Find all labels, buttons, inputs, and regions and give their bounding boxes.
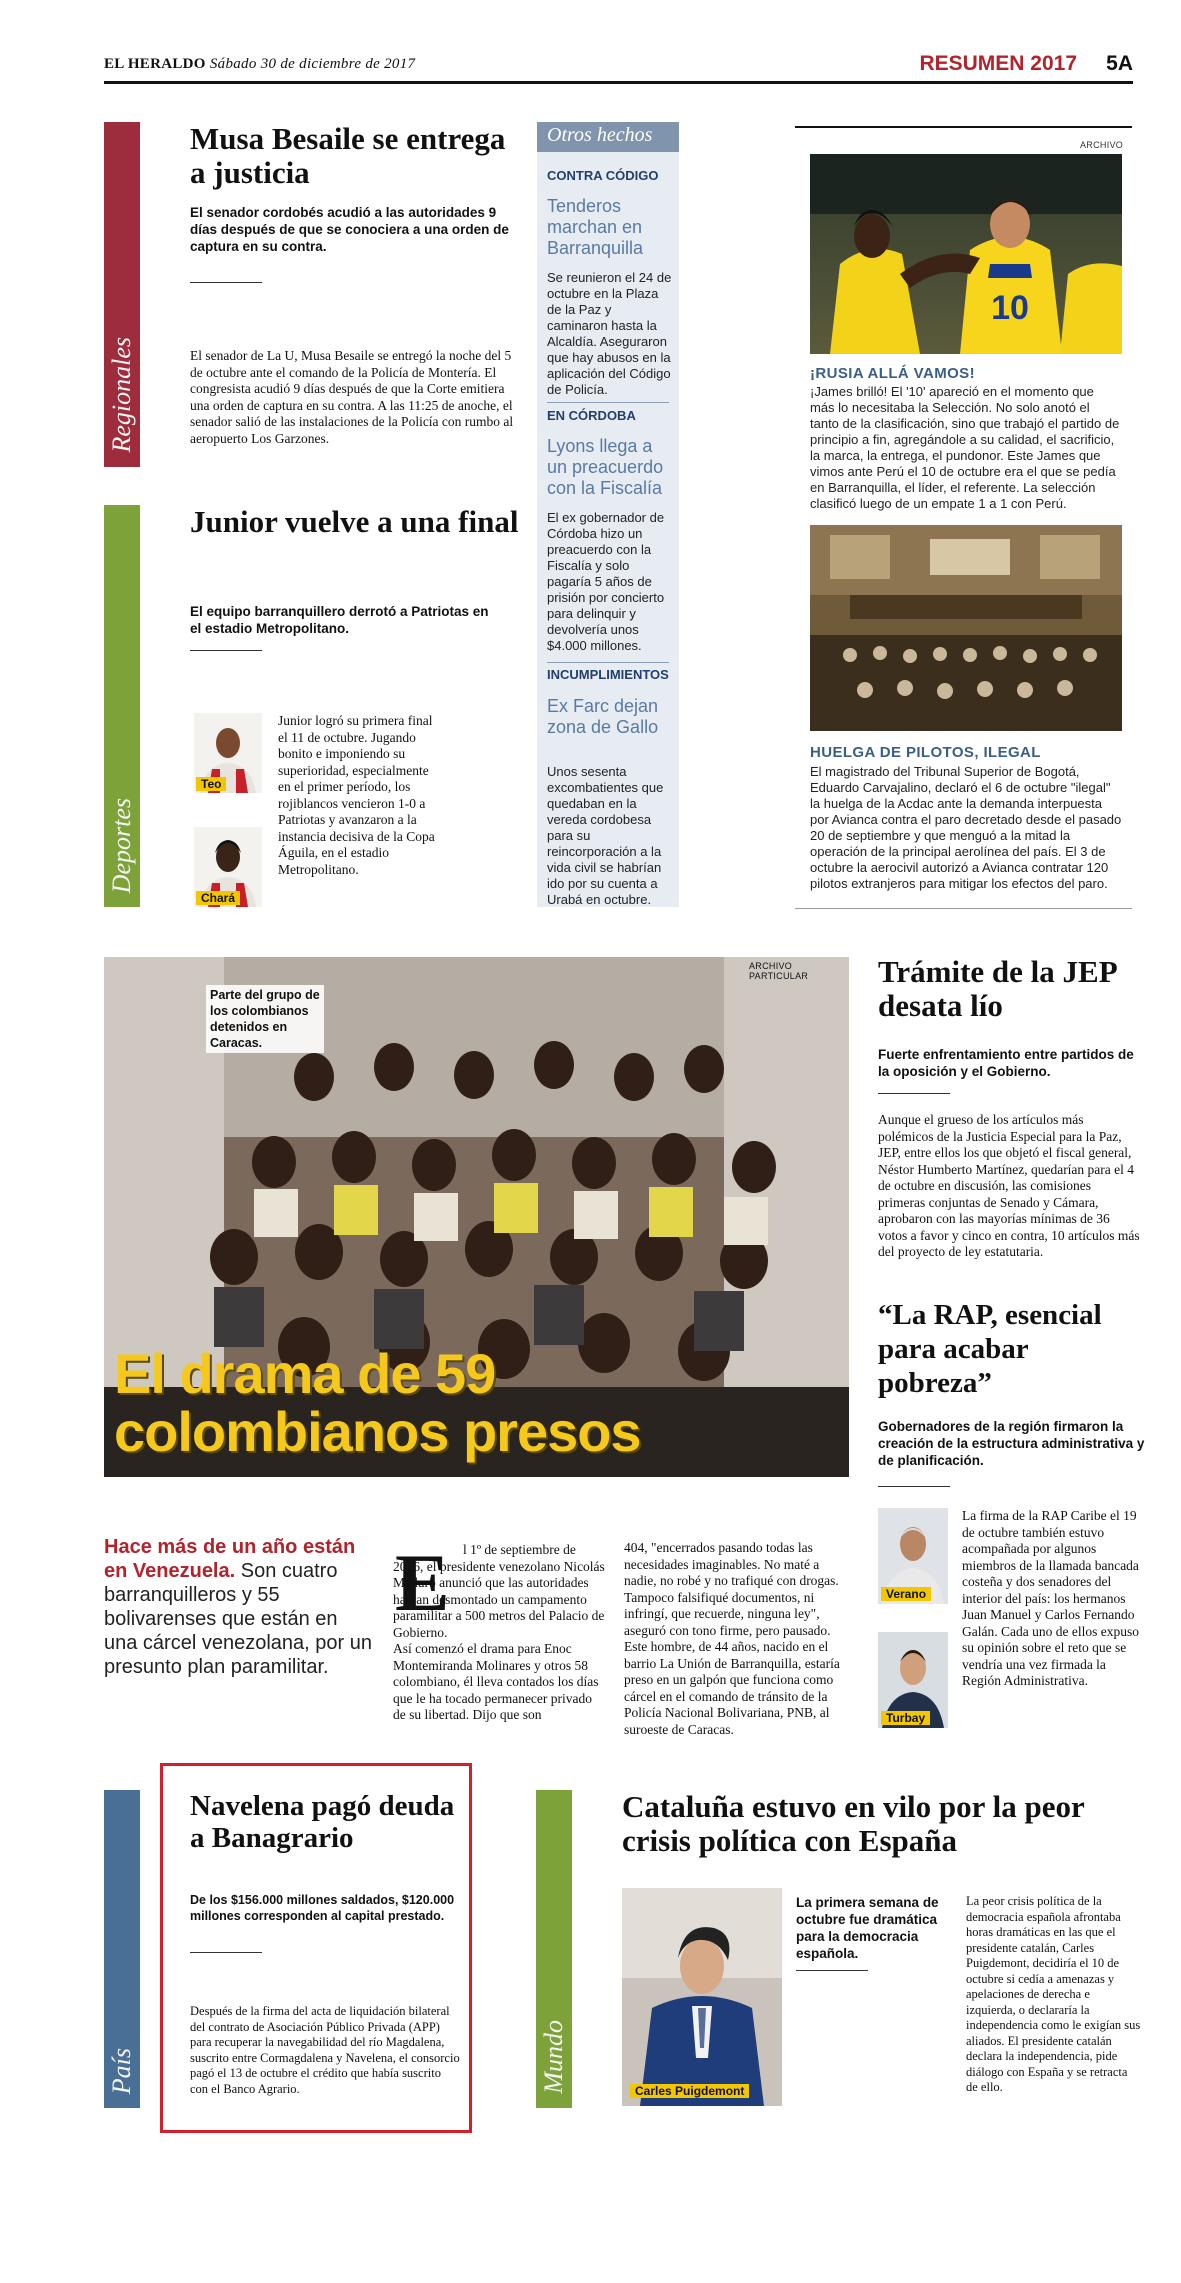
verano-label: Verano — [881, 1587, 931, 1601]
navelena-body: Después de la firma del acta de liquidación bilateral del contrato de Asociación Público Privada (APP) para recuperar la navegabilidad del río Magdalena, suscrito entre Cormagdalena y Navelena, el consorcio pagó el 13 de octubre el crédito que había suscrito con el Banco Agrario. — [190, 2004, 460, 2096]
drama-column-2: 404, "encerrados pasando todas las necesidades imaginables. No maté a nadie, no robé y no trafiqué con drogas. Tampoco falsifiqué documentos, ni infringí, que recuerde, ninguna ley", aseguró con tono firme, pero pausado. Este hombre, de 44 años, nacido en el barrio La Unión de Barranquilla, estaría preso en un galpón que funciona como cárcel en el comando de tránsito de la Policía Nacional Bolivariana, PNB, al suroeste de Caracas. — [624, 1540, 840, 1737]
rap-body: La firma de la RAP Caribe el 19 de octubre también estuvo acompañada por algunos miembros de la llamada bancada costeña y dos senadores del interior del país: los hermanos Juan Manuel y Carlos Fernando Galán. Cada uno de ellos expuso su opinión sobre el reto que se vendría una vez firmada la Región Administrativa. — [962, 1508, 1139, 1688]
rap-headline: “La RAP, esencial para acabar pobreza” — [878, 1299, 1102, 1399]
navelena-rule — [190, 1952, 262, 1953]
cataluna-headline: Cataluña estuvo en vilo por la peor crisis política con España — [622, 1789, 1085, 1858]
otros-kicker-3: INCUMPLIMIENTOS — [547, 667, 669, 682]
teo-label: Teo — [196, 777, 226, 791]
otros-hechos-sidebar — [537, 122, 679, 907]
right-column-top-rule — [795, 126, 1132, 128]
rusia-photo — [810, 154, 1122, 354]
huelga-photo — [810, 525, 1122, 731]
section-bar-regionales — [104, 122, 140, 467]
cataluna-body: La peor crisis política de la democracia española afrontaba horas dramáticas en las que el presidente catalán, Carles Puigdemont, decidiría el 10 de octubre si cedía a amenazas y apelaciones de derecha e izquierda, o declararía la independencia como le exigían sus aliados. El presidente catalán declara la independencia, pide diálogo con España y se retracta de ello. — [966, 1894, 1141, 2094]
besaile-rule — [190, 282, 262, 283]
section-label-pais: País — [107, 2047, 136, 2094]
teo-photo — [194, 713, 262, 793]
junior-rule — [190, 650, 262, 651]
puigdemont-label: Carles Puigdemont — [630, 2084, 749, 2098]
huelga-body: El magistrado del Tribunal Superior de Bogotá, Eduardo Carvajalino, declaró el 6 de octubre "ilegal" la huelga de la Acdac ante la demanda interpuesta por Avianca contra el paro decretado desde el pasado 20 de septiembre y que menguó a la mitad la operación de la principal aerolínea del país. El 3 de octubre la aerocivil autorizó a Avianca contratar 120 pilotos extranjeros para mitigar los efectos del paro. — [810, 764, 1122, 891]
drama-credit: ARCHIVO PARTICULAR — [749, 961, 809, 981]
huelga-title: HUELGA DE PILOTOS, ILEGAL — [810, 744, 1041, 761]
drama-caption: Parte del grupo de los colombianos detenidos en Caracas. — [206, 985, 324, 1053]
otros-hechos-title: Otros hechos — [537, 122, 679, 152]
courtroom-icon — [810, 525, 1122, 731]
drama-dropcap: E — [395, 1537, 450, 1628]
drama-photo — [104, 957, 849, 1477]
otros-body-3: Unos sesenta excombatientes que quedaban en la vereda cordobesa para su reincorporación a la vida civil se habrían ido por su cuenta a Urabá en octubre. — [547, 764, 664, 907]
page-number: 5A — [1106, 52, 1133, 75]
jep-body: Aunque el grueso de los artículos más polémicos de la Justicia Especial para la Paz, JEP, entre ellos los que objetó el fiscal general, Néstor Humberto Martínez, quedarían para el 4 de octubre en discusión, las comisiones primeras conjuntas de Senado y Cámara, aprobaron con las mayorías mínimas de 36 votos a favor y cinco en contra, 10 artículos más del proyecto de ley estatutaria. — [878, 1112, 1140, 1259]
cataluna-rule — [796, 1970, 868, 1971]
otros-headline-3: Ex Farc dejan zona de Gallo — [547, 696, 659, 737]
chara-photo — [194, 827, 262, 907]
drama-headline: El drama de 59 colombianos presos — [114, 1342, 641, 1463]
puigdemont-portrait-icon — [622, 1888, 782, 2106]
junior-body: Junior logró su primera final el 11 de octubre. Jugando bonito e imponiendo su superioridad, especialmente en el primer período, los rojiblancos vencieron 1-0 a Patriotas y avanzaron a la instancia decisiva de la Copa Águila, en el estadio Metropolitano. — [278, 713, 435, 877]
jep-headline: Trámite de la JEP desata lío — [878, 954, 1116, 1023]
drama-lead-highlight: Hace más de un año están en Venezuela. — [104, 1536, 356, 1582]
junior-deck: El equipo barranquillero derrotó a Patriotas en el estadio Metropolitano. — [190, 604, 489, 636]
drama-column-1: l 1º de septiembre de 2016, el presidente venezolano Nicolás Maduro anunció que las autoridades habían desmontado un campamento paramilitar a 500 metros del Palacio de Gobierno. Así comenzó el drama para Enoc Montemiranda Molinares y otros 58 colombiano, él lleva contados los días que le ha tocado permanecer privado de su libertad. Dijo que son — [393, 1542, 605, 1722]
masthead-section: RESUMEN 2017 — [919, 52, 1077, 75]
puigdemont-photo — [622, 1888, 782, 2106]
besaile-body: El senador de La U, Musa Besaile se entregó la noche del 5 de octubre ante el comando de la Policía de Montería. El congresista acudió 9 días después de que la Corte emitiera una orden de captura en su contra. A las 11:25 de anoche, el senador salió de las instalaciones de la Policía con rumbo al aeropuerto Los Garzones. — [190, 348, 514, 446]
otros-headline-1: Tenderos marchan en Barranquilla — [547, 196, 644, 258]
section-bar-mundo — [536, 1790, 572, 2108]
jep-rule — [878, 1093, 950, 1094]
rusia-title: ¡RUSIA ALLÁ VAMOS! — [810, 365, 975, 382]
right-column-bottom-rule — [795, 908, 1132, 909]
otros-kicker-2: EN CÓRDOBA — [547, 408, 636, 423]
section-label-deportes: Deportes — [107, 797, 136, 893]
verano-photo — [878, 1508, 948, 1604]
chara-label: Chará — [196, 891, 240, 905]
soccer-celebration-icon — [810, 154, 1122, 354]
otros-body-1: Se reunieron el 24 de octubre en la Plaza de la Paz y caminaron hasta la Alcaldía. Aseguraron que hay abusos en la aplicación del Código de Policía. — [547, 270, 672, 397]
otros-divider-1 — [547, 402, 669, 403]
jep-deck: Fuerte enfrentamiento entre partidos de la oposición y el Gobierno. — [878, 1047, 1134, 1079]
besaile-headline: Musa Besaile se entrega a justicia — [190, 121, 506, 190]
besaile-deck: El senador cordobés acudió a las autoridades 9 días después de que se conociera a una orden de captura en su contra. — [190, 205, 509, 254]
masthead-date: Sábado 30 de diciembre de 2017 — [209, 56, 416, 72]
section-bar-pais — [104, 1790, 140, 2108]
jersey-number: 10 — [991, 289, 1029, 327]
junior-headline: Junior vuelve a una final — [190, 504, 519, 539]
rap-rule — [878, 1486, 950, 1487]
paper-name: EL HERALDO — [104, 56, 206, 72]
otros-headline-2: Lyons llega a un preacuerdo con la Fiscalía — [547, 436, 664, 498]
section-label-regionales: Regionales — [107, 337, 136, 453]
otros-divider-2 — [547, 662, 669, 663]
rusia-body: ¡James brilló! El '10' apareció en el momento que más lo necesitaba la Selección. No solo anotó el tanto de la clasificación, sino que trabajó el partido de principio a fin, agregándole a su calidad, el sacrificio, la marca, la entrega, el pundonor. Este James que vimos ante Perú el 10 de octubre era el que se pedía en Barranquilla, el líder, el referente. La selección clasificó luego de un empate 1 a 1 con Perú. — [810, 384, 1120, 511]
masthead — [104, 52, 1133, 84]
section-label-mundo: Mundo — [539, 2020, 568, 2094]
rusia-credit: ARCHIVO — [1080, 140, 1124, 150]
navelena-deck: De los $156.000 millones saldados, $120.000 millones corresponden al capital prestado. — [190, 1893, 455, 1923]
masthead-paper — [104, 56, 415, 73]
drama-lead-text: Son cuatro barranquilleros y 55 bolivarenses que están en una cárcel venezolana, por un presunto plan paramilitar. — [104, 1560, 372, 1678]
turbay-photo — [878, 1632, 948, 1728]
turbay-label: Turbay — [881, 1711, 930, 1725]
navelena-headline: Navelena pagó deuda a Banagrario — [190, 1790, 455, 1854]
otros-body-2: El ex gobernador de Córdoba hizo un preacuerdo con la Fiscalía y solo pagaría 5 años de prisión por concierto para delinquir y devolvería unos $4.000 millones. — [547, 510, 665, 653]
otros-kicker-1: CONTRA CÓDIGO — [547, 168, 659, 183]
rap-deck: Gobernadores de la región firmaron la creación de la estructura administrativa y de planificación. — [878, 1419, 1145, 1468]
cataluna-deck: La primera semana de octubre fue dramática para la democracia española. — [796, 1895, 939, 1961]
section-bar-deportes — [104, 505, 140, 907]
drama-lead — [104, 1535, 374, 1679]
